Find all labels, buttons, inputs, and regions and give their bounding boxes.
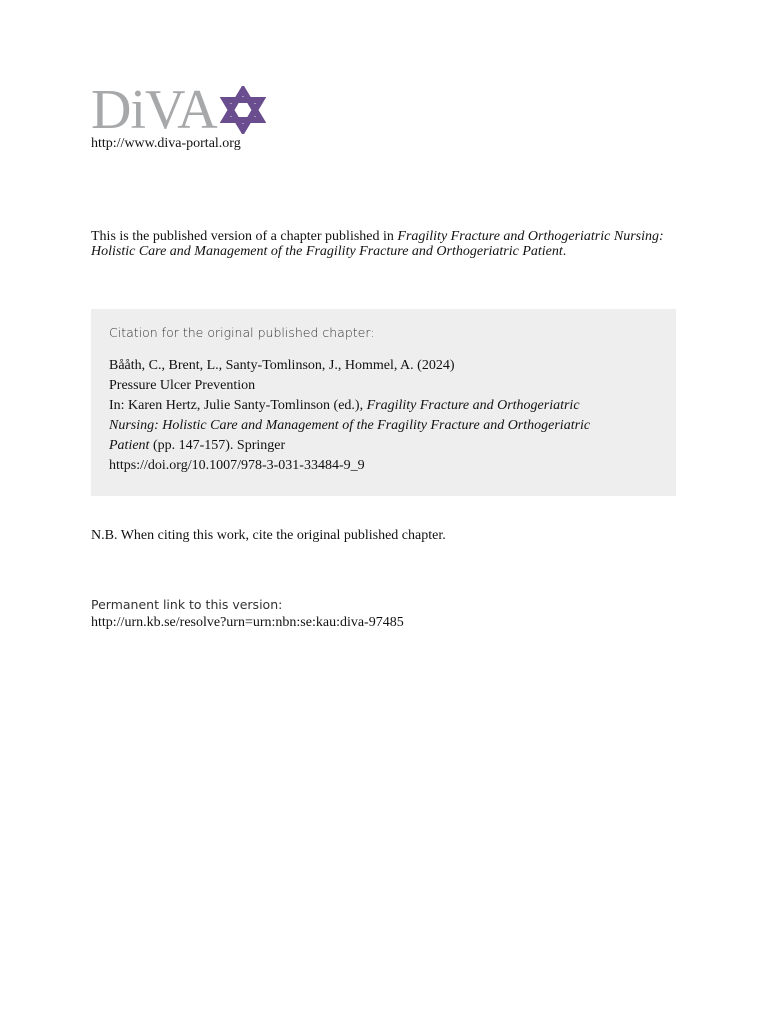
citation-editors: In: Karen Hertz, Julie Santy-Tomlinson (ed.), [109,398,367,413]
citation-box [91,309,676,496]
citation-book-title-1: Fragility Fracture and Orthogeriatric [366,398,580,413]
intro-book-title: Fragility Fracture and Orthogeriatric Nursing: Holistic Care and Management of the Fragility Fracture and Orthogeriatric Patient [91,229,664,259]
star-of-david-icon [219,86,267,134]
citation-book-title-3: Patient [109,438,150,453]
citation-authors: Bååth, C., Brent, L., Santy-Tomlinson, J., Hommel, A. (2024) [109,358,455,373]
citation-pages-publisher: (pp. 147-157). Springer [149,438,286,453]
citation-heading: Citation for the original published chapter: [109,325,375,340]
portal-url-link[interactable]: http://www.diva-portal.org [91,136,241,151]
citation-book-line [109,416,658,436]
diva-logo-text: DiVA [91,79,217,141]
citation-pages-line [109,436,658,456]
intro-paragraph [91,229,681,259]
permalink-label: Permanent link to this version: [91,597,283,612]
citation-doi-link[interactable]: https://doi.org/10.1007/978-3-031-33484-9_9 [109,458,365,473]
citation-in-line [109,396,658,416]
citation-note: N.B. When citing this work, cite the original published chapter. [91,528,446,543]
citation-chapter-title: Pressure Ulcer Prevention [109,378,256,393]
intro-suffix: . [562,244,567,259]
permalink-url-link[interactable]: http://urn.kb.se/resolve?urn=urn:nbn:se:kau:diva-97485 [91,615,404,630]
diva-logo [91,79,291,141]
citation-book-title-2: Nursing: Holistic Care and Management of the Fragility Fracture and Orthogeriatric [109,418,591,433]
intro-prefix: This is the published version of a chapter published in [91,229,398,244]
